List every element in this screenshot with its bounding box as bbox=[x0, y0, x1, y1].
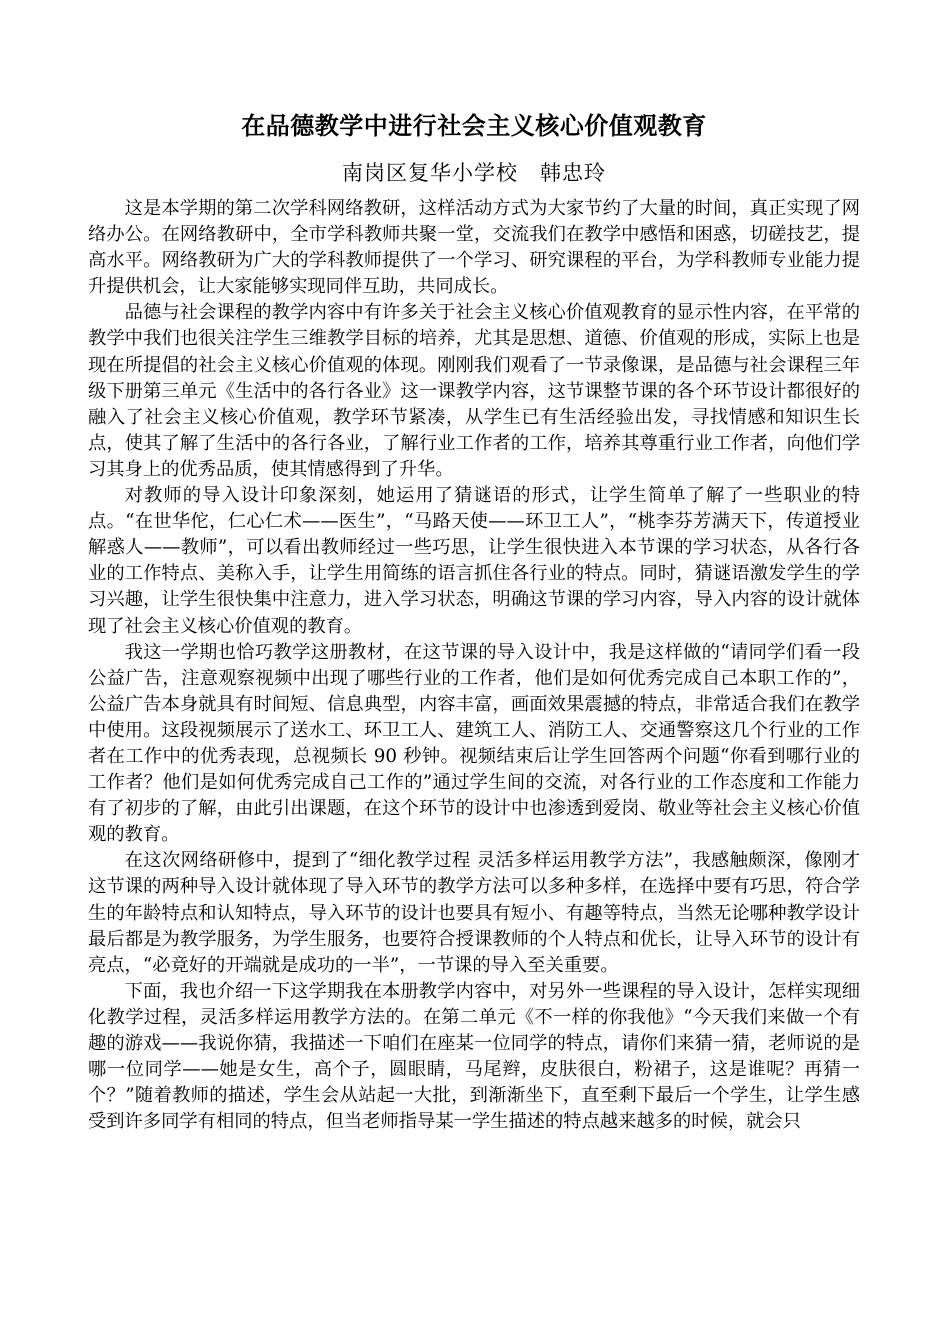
school-name: 南岗区复华小学校 bbox=[342, 161, 518, 185]
paragraph: 品德与社会课程的教学内容中有许多关于社会主义核心价值观教育的显示性内容，在平常的教学中我们也很关注学生三维教学目标的培养，尤其是思想、道德、价值观的形成，实际上也是现在所提倡的社会主义核心价值观的体现。刚刚我们观看了一节录像课，是品德与社会课程三年级下册第三单元《生活中的各行各业》这一课教学内容，这节课整节课的各个环节设计都很好的融入了社会主义核心价值观，教学环节紧凑，从学生已有生活经验出发，寻找情感和知识生长点，使其了解了生活中的各行各业，了解行业工作者的工作，培养其尊重行业工作者，向他们学习其身上的优秀品质，使其情感得到了升华。 bbox=[88, 302, 860, 480]
paragraph: 这是本学期的第二次学科网络教研，这样活动方式为大家节约了大量的时间，真正实现了网络办公。在网络教研中，全市学科教师共聚一堂，交流我们在教学中感悟和困惑，切磋技艺，提高水平。网络教研为广大的学科教师提供了一个学习、研究课程的平台，为学科教师专业能力提升提供机会，让大家能够实现同伴互助，共同成长。 bbox=[88, 198, 860, 298]
author-name: 韩忠玲 bbox=[540, 161, 606, 185]
paragraph: 对教师的导入设计印象深刻，她运用了猜谜语的形式，让学生简单了解了一些职业的特点。“在世华佗，仁心仁术——医生”，“马路天使——环卫工人”，“桃李芬芳满天下，传道授业解惑人——教师”，可以看出教师经过一些巧思，让学生很快进入本节课的学习状态，从各行各业的工作特点、美称入手，让学生用简练的语言抓住各行业的特点。同时，猜谜语激发学生的学习兴趣，让学生很快集中注意力，进入学习状态，明确这节课的学习内容，导入内容的设计就体现了社会主义核心价值观的教育。 bbox=[88, 485, 860, 637]
paragraph: 下面，我也介绍一下这学期我在本册教学内容中，对另外一些课程的导入设计，怎样实现细化教学过程，灵活多样运用教学方法的。在第二单元《不一样的你我他》“今天我们来做一个有趣的游戏——我说你猜，我描述一下咱们在座某一位同学的特点，请你们来猜一猜，老师说的是哪一位同学——她是女生，高个子，圆眼睛，马尾辫，皮肤很白，粉裙子，这是谁呢？再猜一个？”随着教师的描述，学生会从站起一大批，到渐渐坐下，直至剩下最后一个学生，让学生感受到许多同学有相同的特点，但当老师指导某一学生描述的特点越来越多的时候，就会只 bbox=[88, 980, 860, 1133]
document-page bbox=[88, 108, 860, 1135]
paragraph: 我这一学期也恰巧教学这册教材，在这节课的导入设计中，我是这样做的“请同学们看一段公益广告，注意观察视频中出现了哪些行业的工作者，他们是如何优秀完成自己本职工作的”，公益广告本身就具有时间短、信息典型，内容丰富，画面效果震撼的特点，非常适合我们在教学中使用。这段视频展示了送水工、环卫工人、建筑工人、消防工人、交通警察这几个行业的工作者在工作中的优秀表现，总视频长 90 秒钟。视频结束后让学生回答两个问题“你看到哪行业的工作者？他们是如何优秀完成自己工作的”通过学生间的交流，对各行业的工作态度和工作能力有了初步的了解，由此引出课题，在这个环节的设计中也渗透到爱岗、敬业等社会主义核心价值观的教育。 bbox=[88, 641, 860, 846]
document-body bbox=[88, 196, 860, 1135]
paragraph: 在这次网络研修中，提到了“细化教学过程 灵活多样运用教学方法”，我感触颇深，像刚才这节课的两种导入设计就体现了导入环节的教学方法可以多种多样，在选择中要有巧思，符合学生的年龄特点和认知特点，导入环节的设计也要具有短小、有趣等特点，当然无论哪种教学设计最后都是为教学服务，为学生服务，也要符合授课教师的个人特点和优长，让导入环节的设计有亮点，“必竟好的开端就是成功的一半”，一节课的导入至关重要。 bbox=[88, 850, 860, 976]
document-title: 在品德教学中进行社会主义核心价值观教育 bbox=[241, 112, 707, 140]
byline bbox=[88, 158, 860, 188]
